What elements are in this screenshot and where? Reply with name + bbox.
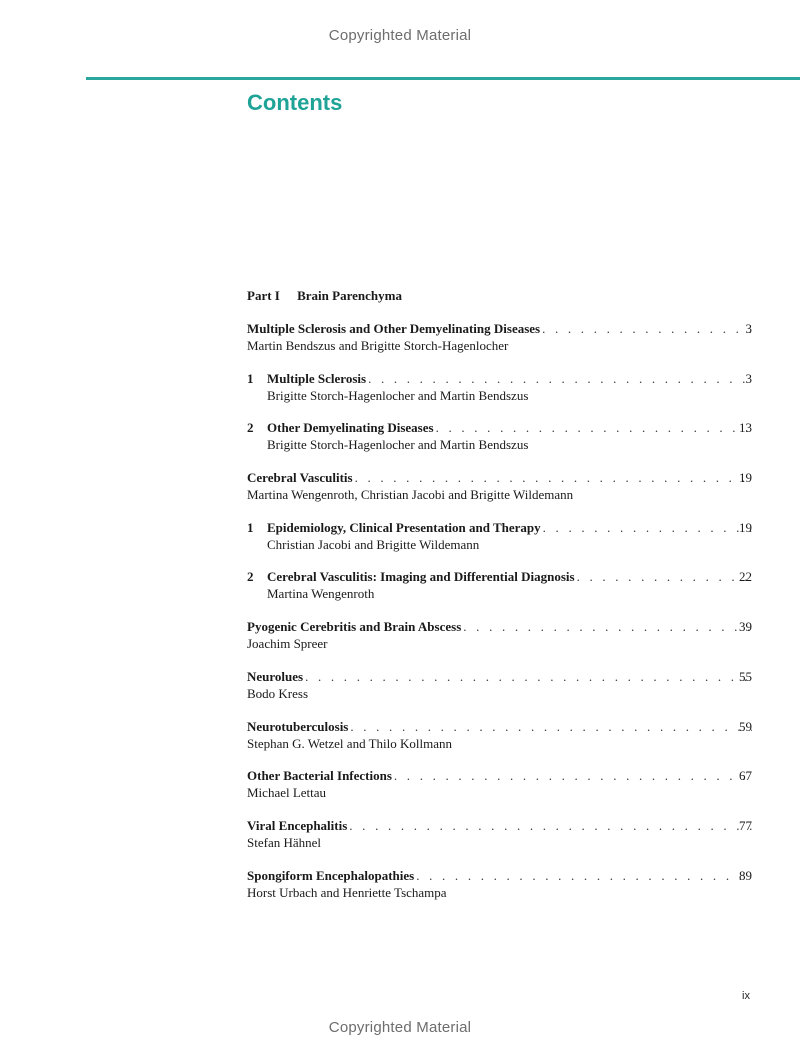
dot-leader xyxy=(461,618,752,635)
toc-chapter-entry[interactable] xyxy=(247,419,752,469)
dot-leader xyxy=(303,668,752,685)
chapter-number: 1 xyxy=(247,370,254,386)
dot-leader xyxy=(392,767,752,784)
toc-entry-authors: Christian Jacobi and Brigitte Wildemann xyxy=(267,536,480,552)
toc-entry-authors: Brigitte Storch-Hagenlocher and Martin Bendszus xyxy=(267,437,529,453)
toc-entry-title: Spongiform Encephalopathies xyxy=(247,867,415,883)
part-number: Part I xyxy=(247,288,280,303)
toc-entry[interactable] xyxy=(247,767,752,817)
toc-page-number: 39 xyxy=(739,619,752,635)
toc-entry-authors: Bodo Kress xyxy=(247,685,309,701)
toc-entry-title: Other Demyelinating Diseases xyxy=(267,420,434,436)
dot-leader xyxy=(414,867,752,884)
toc-page-number: 89 xyxy=(739,867,752,883)
toc-entry-authors: Stefan Hähnel xyxy=(247,834,322,850)
part-heading xyxy=(247,288,402,304)
watermark-bottom: Copyrighted Material xyxy=(328,1019,472,1036)
toc-chapter-entry[interactable] xyxy=(247,568,752,618)
toc-page-number: 19 xyxy=(739,470,752,486)
watermark-top: Copyrighted Material xyxy=(328,27,472,44)
chapter-number: 1 xyxy=(247,519,254,535)
toc-entry-title: Neurolues xyxy=(247,668,304,684)
toc-page-number: 55 xyxy=(739,668,752,684)
dot-leader xyxy=(353,469,752,486)
toc-page-number: 3 xyxy=(745,321,752,336)
toc-entry[interactable] xyxy=(247,817,752,867)
toc-entry-authors: Brigitte Storch-Hagenlocher and Martin Bendszus xyxy=(267,387,529,403)
toc-entry-title: Pyogenic Cerebritis and Brain Abscess xyxy=(247,619,462,635)
dot-leader xyxy=(347,817,752,834)
toc-entry-title: Epidemiology, Clinical Presentation and Therapy xyxy=(267,519,541,535)
toc-entry[interactable] xyxy=(247,618,752,668)
toc-entry-title: Viral Encephalitis xyxy=(247,817,348,833)
part-title: Brain Parenchyma xyxy=(297,288,402,303)
toc-entry-title: Neurotuberculosis xyxy=(247,718,349,734)
chapter-number: 2 xyxy=(247,420,254,436)
toc-entry-authors: Martin Bendszus and Brigitte Storch-Hagenlocher xyxy=(247,338,509,353)
toc-entry-authors: Stephan G. Wetzel and Thilo Kollmann xyxy=(247,735,452,751)
toc-entry-authors: Martina Wengenroth xyxy=(267,586,375,602)
dot-leader xyxy=(348,718,752,735)
chapter-number: 2 xyxy=(247,569,254,585)
toc-entry[interactable] xyxy=(247,668,752,718)
toc-entry-title: Other Bacterial Infections xyxy=(247,768,392,784)
toc-entry-authors: Horst Urbach and Henriette Tschampa xyxy=(247,884,447,900)
toc-entry-title: Cerebral Vasculitis: Imaging and Differential Diagnosis xyxy=(267,569,575,585)
toc-entry[interactable] xyxy=(247,320,752,370)
dot-leader xyxy=(366,370,752,387)
toc-page-number: 13 xyxy=(739,420,752,436)
toc-page-number: 77 xyxy=(739,817,752,833)
page-title: Contents xyxy=(247,90,343,115)
toc-entry[interactable] xyxy=(247,718,752,768)
toc-page-number: 67 xyxy=(739,768,752,784)
toc-entry-title: Multiple Sclerosis xyxy=(267,370,367,386)
toc-entry-authors: Michael Lettau xyxy=(247,785,327,801)
page-folio: ix xyxy=(742,990,750,1002)
toc-entry-authors: Martina Wengenroth, Christian Jacobi and Brigitte Wildemann xyxy=(247,487,574,503)
toc-entry-title: Multiple Sclerosis and Other Demyelinating Diseases xyxy=(247,321,541,336)
toc-chapter-entry[interactable] xyxy=(247,370,752,420)
table-of-contents xyxy=(247,320,752,916)
toc-entry-title: Cerebral Vasculitis xyxy=(247,470,353,486)
dot-leader xyxy=(434,419,752,436)
header-rule xyxy=(86,77,800,80)
toc-entry-authors: Joachim Spreer xyxy=(247,636,328,652)
toc-page-number: 3 xyxy=(745,370,752,386)
toc-page-number: 22 xyxy=(739,569,752,585)
toc-entry[interactable] xyxy=(247,867,752,917)
toc-page-number: 19 xyxy=(739,519,752,535)
toc-page-number: 59 xyxy=(739,718,752,734)
toc-entry[interactable] xyxy=(247,469,752,519)
toc-chapter-entry[interactable] xyxy=(247,519,752,569)
